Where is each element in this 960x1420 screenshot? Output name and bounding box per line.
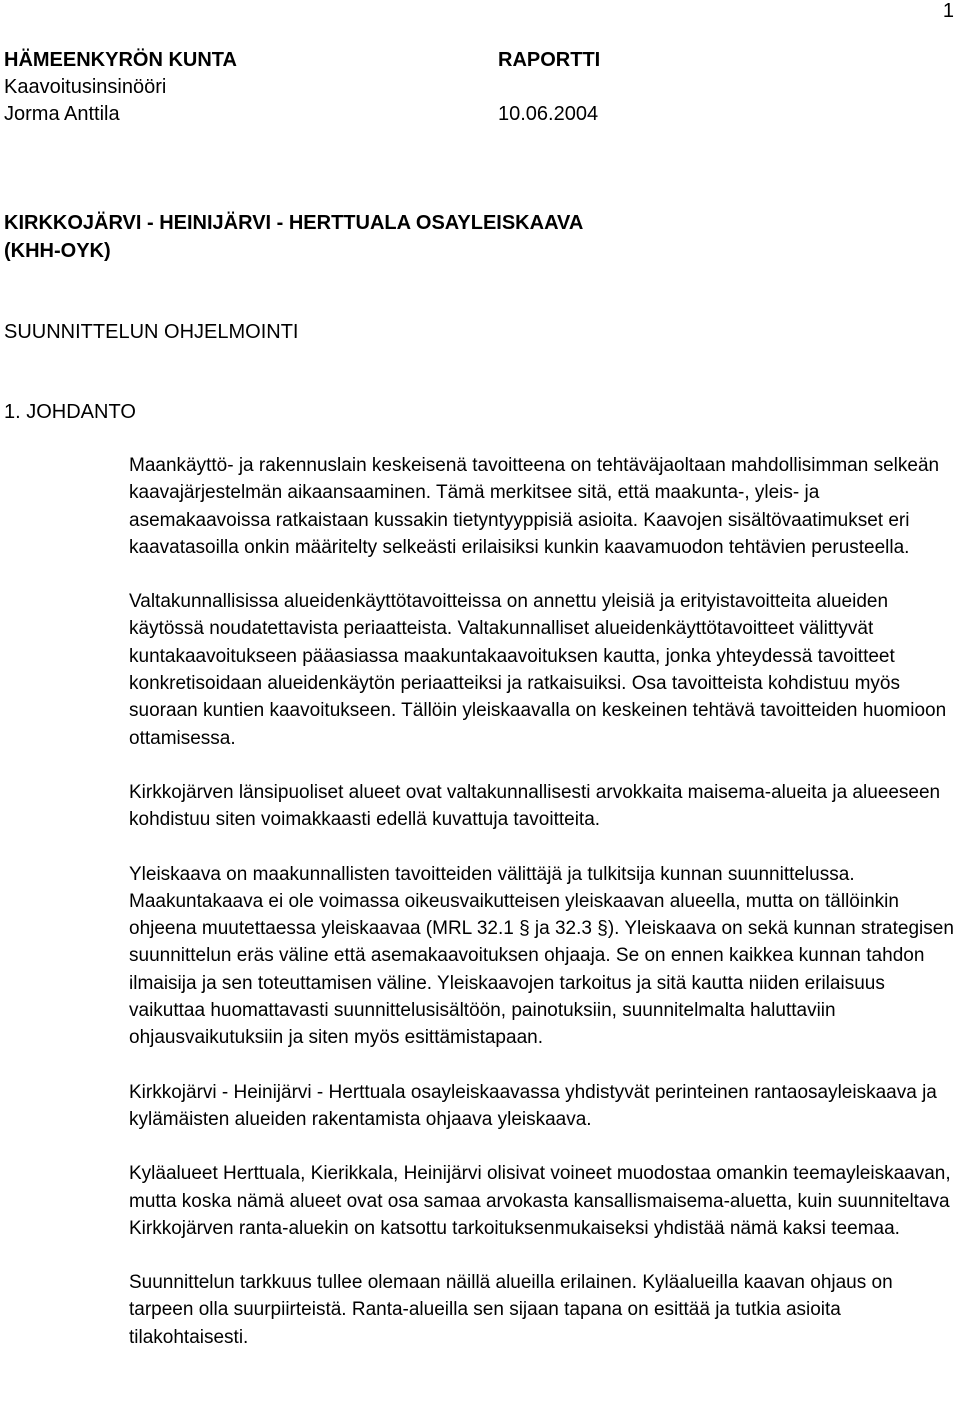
paragraph: Kirkkojärvi - Heinijärvi - Herttuala osayleiskaavassa yhdistyvät perinteinen rantaosayleiskaava ja kylämäisten alueiden rakentamista ohjaava yleiskaava.: [129, 1081, 937, 1130]
paragraph: Kirkkojärven länsipuoliset alueet ovat valtakunnallisesti arvokkaita maisema-alueita ja alueeseen kohdistuu siten voimakkaasti edellä kuvattuja tavoitteita.: [129, 781, 941, 831]
title-line-1: KIRKKOJÄRVI - HEINIJÄRVI - HERTTUALA OSAYLEISKAAVA: [4, 212, 584, 234]
page-number: 1: [942, 0, 954, 22]
document-type: RAPORTTI: [498, 49, 601, 71]
title-line-2: (KHH-OYK): [4, 240, 111, 262]
document-header-left: [4, 47, 237, 128]
document-title: [4, 209, 804, 265]
body-text: [129, 452, 955, 1378]
document-subtitle: SUUNNITTELUN OHJELMOINTI: [4, 321, 299, 343]
section-heading: 1. JOHDANTO: [4, 401, 136, 423]
paragraph: Kyläalueet Herttuala, Kierikkala, Heinijärvi olisivat voineet muodostaa omankin teemayleiskaavan, mutta koska nämä alueet ovat osa samaa arvokasta kansallismaisema-aluetta, kuin suunniteltava Kirkkojärven ranta-aluekin on katsottu tarkoituksenmukaiseksi yhdistää nämä kaksi teemaa.: [129, 1163, 951, 1239]
paragraph: Yleiskaava on maakunnallisten tavoitteiden välittäjä ja tulkitsija kunnan suunnittelussa. Maakuntakaava ei ole voimassa oikeusvaikutteisen yleiskaavan alueella, mutta on tällöinkin ohjeena muutettaessa yleiskaavaa (MRL 32.1 § ja 32.3 §). Yleiskaava on sekä kunnan strategisen suunnittelun eräs väline että asemakaavoituksen ohjaaja. Se on ennen kaikkea kunnan tahdon ilmaisija ja sen toteuttamisen väline. Yleiskaavojen tarkoitus ja sitä kautta niiden erilaisuus vaikuttaa huomattavasti suunnittelusisältöön, painotuksiin, suunnitelmalta haluttaviin ohjausvaikutuksiin ja siten myös esittämistapaan.: [129, 863, 954, 1049]
department-name: Kaavoitusinsinööri: [4, 76, 167, 98]
paragraph: Valtakunnallisissa alueidenkäyttötavoitteissa on annettu yleisiä ja erityistavoitteita alueiden käytössä noudatettavista periaatteista. Valtakunnalliset alueidenkäyttötavoitteet välittyvät kuntakaavoitukseen pääasiassa maakuntakaavoituksen kautta, jonka yhteydessä tavoitteet konkretisoidaan alueidenkäytön periaatteiksi ja ratkaisuiksi. Osa tavoitteista kohdistuu myös suoraan kuntien kaavoitukseen. Tällöin yleiskaavalla on keskeinen tehtävä tavoitteiden huomioon ottamisessa.: [129, 591, 947, 749]
paragraph: Maankäyttö- ja rakennuslain keskeisenä tavoitteena on tehtäväjaoltaan mahdollisimman selkeän kaavajärjestelmän aikaansaaminen. Tämä merkitsee sitä, että maakunta-, yleis- ja asemakaavoissa ratkaistaan kussakin tietyntyyppisiä asioita. Kaavojen sisältövaatimukset eri kaavatasoilla onkin määritelty selkeästi erilaisiksi kunkin kaavamuodon tehtävien perusteella.: [129, 455, 940, 558]
document-header-right: [498, 47, 600, 128]
author-name: Jorma Anttila: [4, 103, 120, 125]
document-date: 10.06.2004: [498, 103, 599, 125]
paragraph: Suunnittelun tarkkuus tullee olemaan näillä alueilla erilainen. Kyläalueilla kaavan ohjaus on tarpeen olla suurpiirteistä. Ranta-alueilla sen sijaan tapana on esittää ja tutkia asioita tilakohtaisesti.: [129, 1272, 893, 1348]
organization-name: HÄMEENKYRÖN KUNTA: [4, 49, 237, 71]
